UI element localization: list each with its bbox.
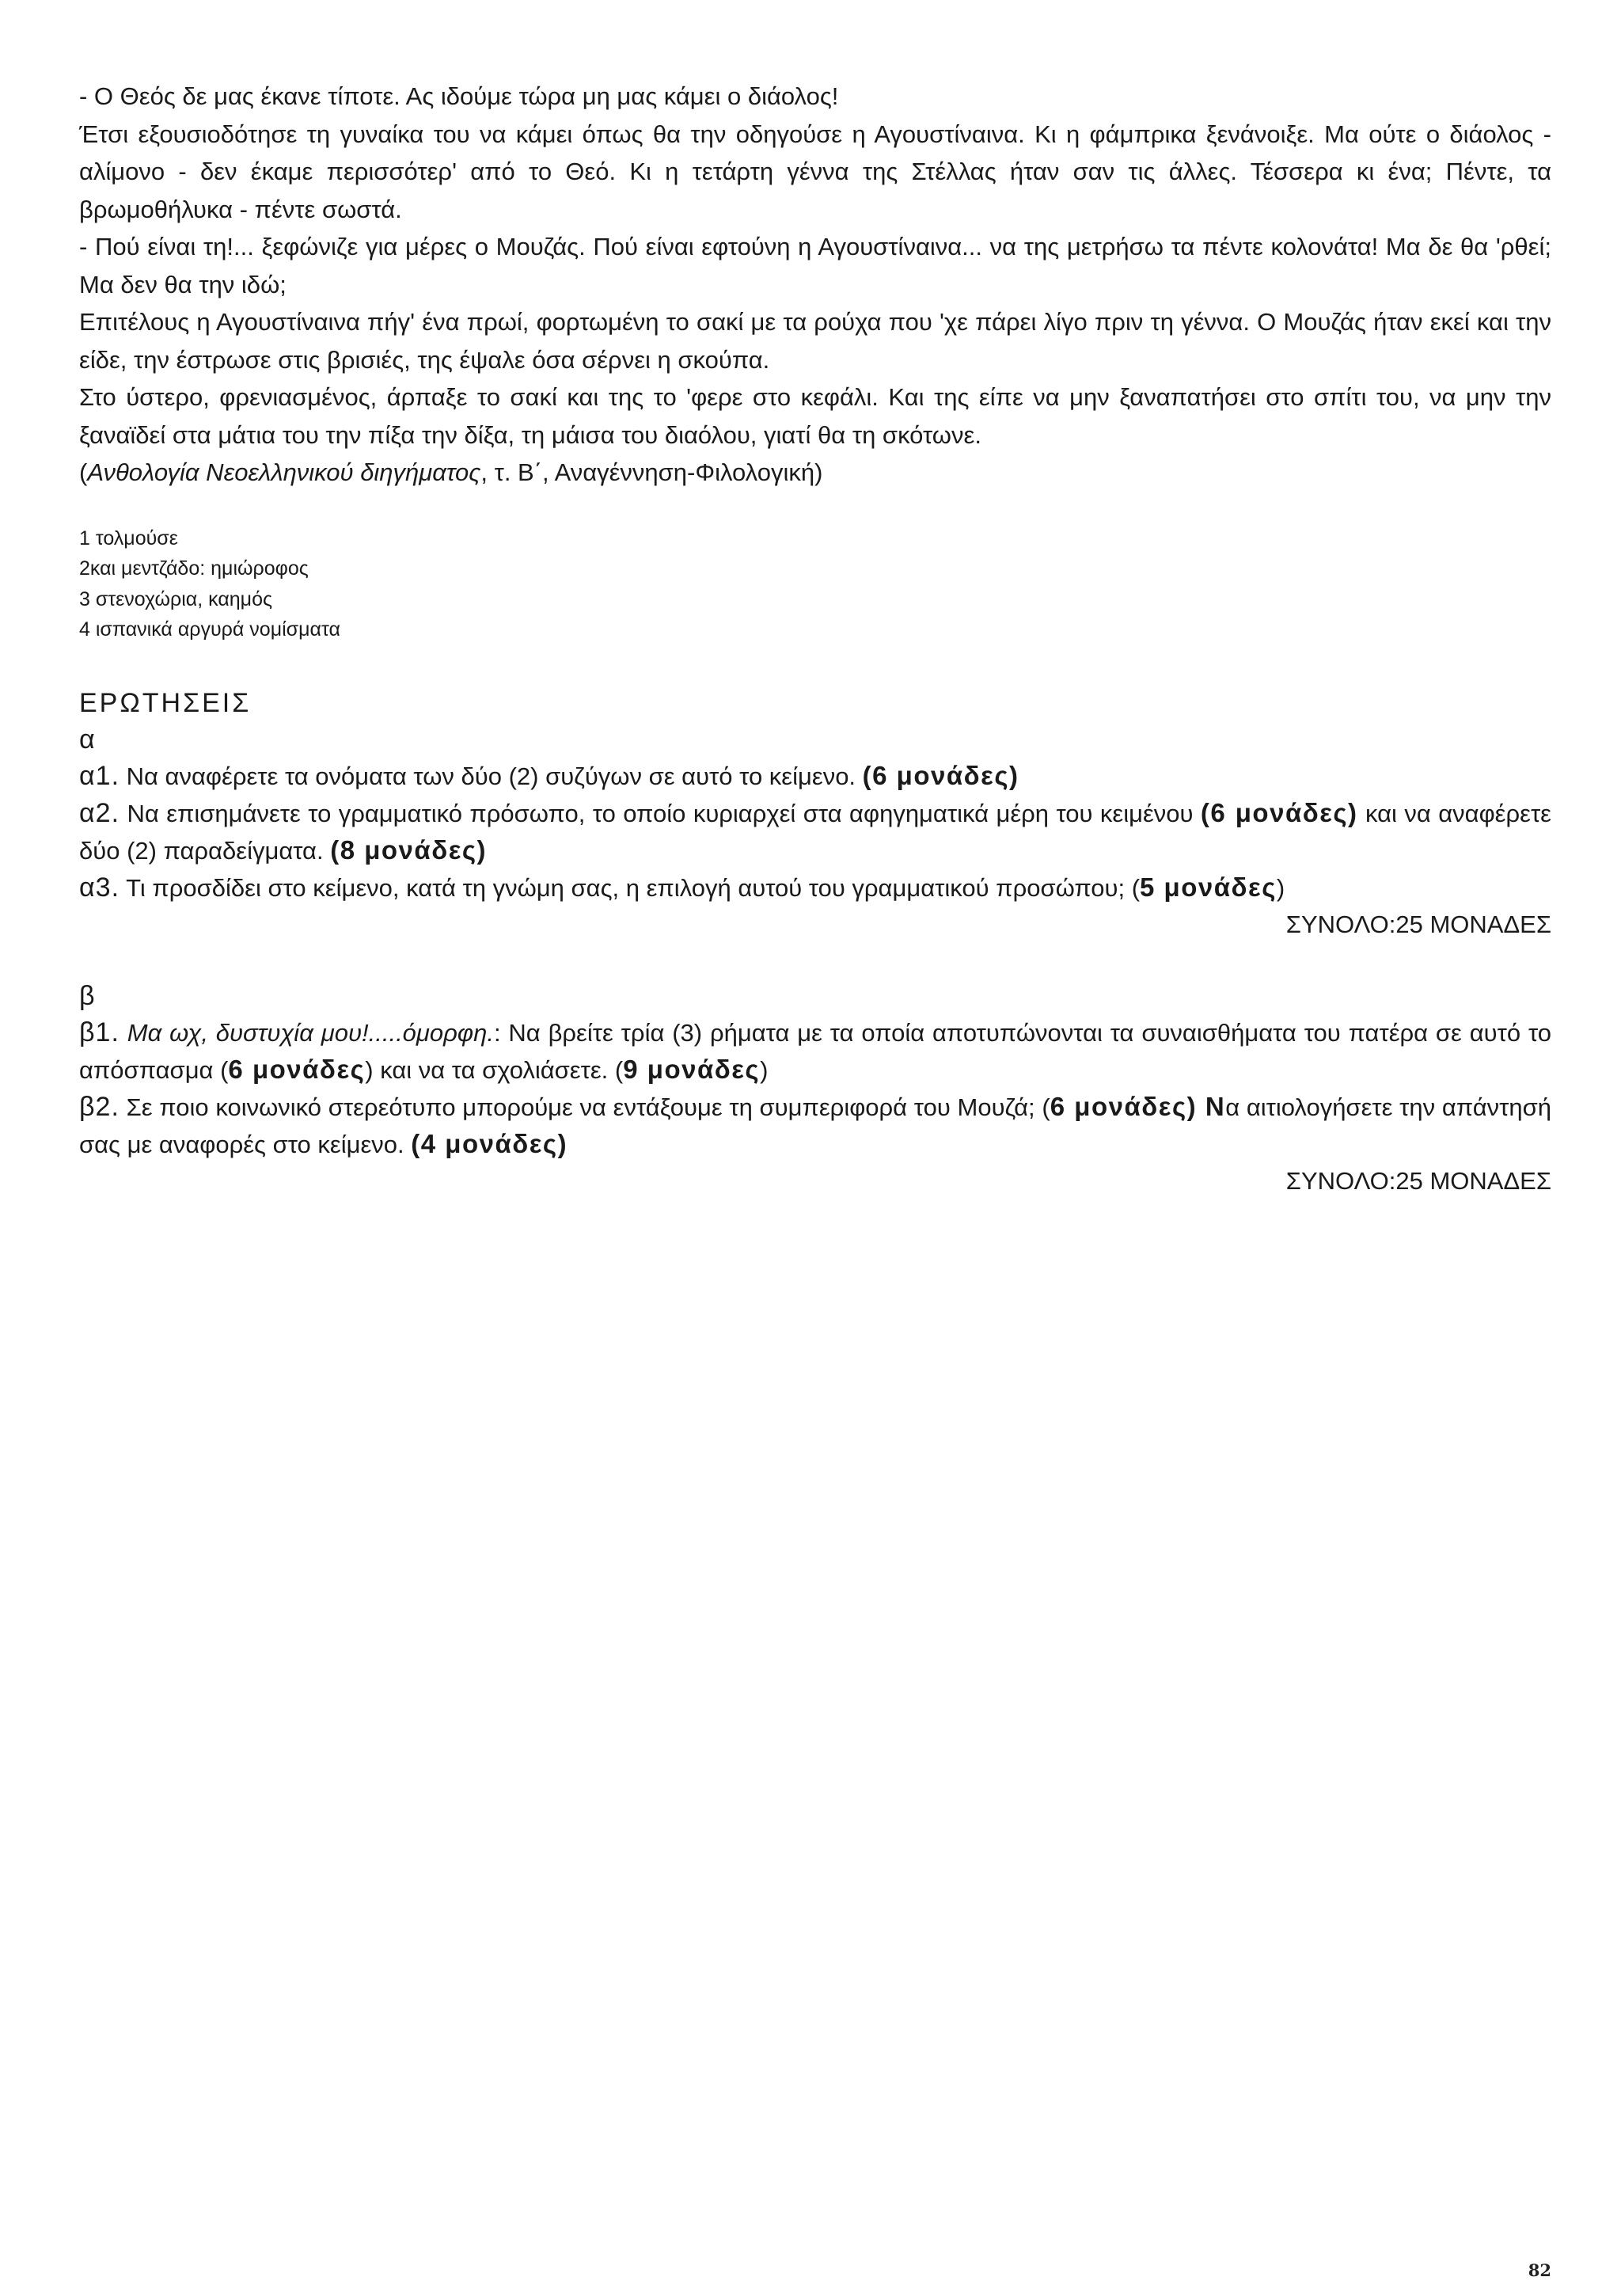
question-b2-points-2: (4 μονάδες) bbox=[411, 1128, 568, 1158]
question-a3-text-1: Τι προσδίδει στο κείμενο, κατά τη γνώμη σας, η επιλογή αυτού του γραμματικού προσώπου; ( bbox=[120, 873, 1141, 902]
story-line-5: Στο ύστερο, φρενιασμένος, άρπαξε το σακί και της το 'φερε στο κεφάλι. Και της είπε να μην ξαναπατήσει στο σπίτι του, να μην την ξαναϊδεί στα μάτια του την πίξα την δίξα, τη μάισα του διαόλου, γιατί θα τη σκότωνε. bbox=[79, 383, 1551, 449]
question-a2-number: α2. bbox=[79, 797, 120, 828]
source-citation bbox=[79, 454, 1551, 492]
questions-title: ΕΡΩΤΗΣΕΙΣ bbox=[79, 687, 252, 718]
question-b2-text-1: Σε ποιο κοινωνικό στερεότυπο μπορούμε να εντάξουμε τη συμπεριφορά του Μουζά; ( bbox=[119, 1093, 1050, 1121]
question-group-a bbox=[79, 721, 1551, 943]
question-b1-number: β1. bbox=[79, 1017, 120, 1047]
question-a2-text-2: και να αναφέρετε δύο (2) παραδείγματα. bbox=[79, 799, 1552, 865]
group-b-total: ΣΥΝΟΛΟ:25 ΜΟΝΑΔΕΣ bbox=[1285, 1166, 1551, 1195]
question-a1-text: Να αναφέρετε τα ονόματα των δύο (2) συζύγων σε αυτό το κείμενο. bbox=[120, 762, 863, 790]
question-b1-text-2: ) και να τα σχολιάσετε. ( bbox=[365, 1055, 624, 1084]
question-a2-text-1: Να επισημάνετε το γραμματικό πρόσωπο, το οποίο κυριαρχεί στα αφηγηματικά μέρη του κειμένου bbox=[120, 799, 1201, 827]
question-b2-number: β2. bbox=[79, 1091, 120, 1122]
question-group-b bbox=[79, 978, 1551, 1199]
question-a2 bbox=[79, 795, 1551, 869]
footnote-2: 2και μεντζάδο: ημιώροφος bbox=[79, 557, 309, 580]
group-a-letter: α bbox=[79, 724, 95, 755]
question-a3-number: α3. bbox=[79, 872, 120, 903]
question-a3 bbox=[79, 869, 1551, 907]
page-number: 82 bbox=[1528, 2260, 1551, 2280]
question-b1-quote: Μα ωχ, δυστυχία μου!.....όμορφη. bbox=[119, 1018, 494, 1047]
story-line-3: - Πού είναι τη!... ξεφώνιζε για μέρες ο Μουζάς. Πού είναι εφτούνη η Αγουστίναινα... να της μετρήσω τα πέντε κολονάτα! Μα δε θα 'ρθεί; Μα δεν θα την ιδώ; bbox=[79, 233, 1551, 298]
question-a1 bbox=[79, 758, 1551, 795]
question-b2-points-1: 6 μονάδες) Ν bbox=[1050, 1091, 1226, 1121]
footnote-4: 4 ισπανικά αργυρά νομίσματα bbox=[79, 618, 340, 641]
question-a1-number: α1. bbox=[79, 760, 120, 791]
question-b1-points-2: 9 μονάδες bbox=[623, 1054, 761, 1084]
story-line-2: Έτσι εξουσιοδότησε τη γυναίκα του να κάμει όπως θα την οδηγούσε η Αγουστίναινα. Κι η φάμπρικα ξενάνοιξε. Μα ούτε ο διάολος - αλίμονο - δεν έκαμε περισσότερ' από το Θεό. Κι η τετάρτη γέννα της Στέλλας ήταν σαν τις άλλες. Τέσσερα κι ένα; Πέντε, τα βρωμοθήλυκα - πέντε σωστά. bbox=[79, 120, 1551, 223]
question-b1 bbox=[79, 1014, 1551, 1089]
question-b2-text-2: α αιτιολογήσετε την απάντησή σας με αναφορές στο κείμενο. bbox=[79, 1093, 1551, 1158]
story-line-1: - Ο Θεός δε μας έκανε τίποτε. Ας ιδούμε τώρα μη μας κάμει ο διάολος! bbox=[79, 82, 839, 110]
section-gap bbox=[79, 943, 1551, 978]
question-b1-points-1: 6 μονάδες bbox=[228, 1054, 366, 1084]
source-rest: , τ. Β΄, Αναγέννηση-Φιλολογική) bbox=[480, 458, 823, 486]
source-open: ( bbox=[79, 458, 88, 486]
group-a-total: ΣΥΝΟΛΟ:25 ΜΟΝΑΔΕΣ bbox=[1285, 910, 1551, 938]
group-b-letter: β bbox=[79, 980, 95, 1011]
footnote-3: 3 στενοχώρια, καημός bbox=[79, 587, 273, 610]
question-b1-text-3: ) bbox=[760, 1055, 769, 1084]
question-b1-text-1: : Να βρείτε τρία (3) ρήματα με τα οποία αποτυπώνονται τα συναισθήματα του πατέρα σε αυτό το απόσπασμα ( bbox=[79, 1018, 1552, 1084]
question-a2-points-1: (6 μονάδες) bbox=[1200, 797, 1358, 827]
question-b2 bbox=[79, 1089, 1551, 1163]
footnote-1: 1 τολμούσε bbox=[79, 526, 178, 549]
question-a3-points: 5 μονάδες bbox=[1140, 872, 1277, 902]
document-page bbox=[79, 78, 1551, 1199]
footnotes bbox=[79, 523, 1551, 645]
story-excerpt bbox=[79, 78, 1551, 492]
source-title: Ανθολογία Νεοελληνικού διηγήματος bbox=[87, 458, 481, 486]
story-line-4: Επιτέλους η Αγουστίναινα πήγ' ένα πρωί, φορτωμένη το σακί με τα ρούχα που 'χε πάρει λίγο πριν τη γέννα. Ο Μουζάς ήταν εκεί και την είδε, την έστρωσε στις βρισιές, της έψαλε όσα σέρνει η σκούπα. bbox=[79, 308, 1551, 374]
question-a3-text-2: ) bbox=[1276, 873, 1285, 902]
question-a2-points-2: (8 μονάδες) bbox=[330, 834, 488, 865]
question-a1-points: (6 μονάδες) bbox=[862, 760, 1019, 790]
